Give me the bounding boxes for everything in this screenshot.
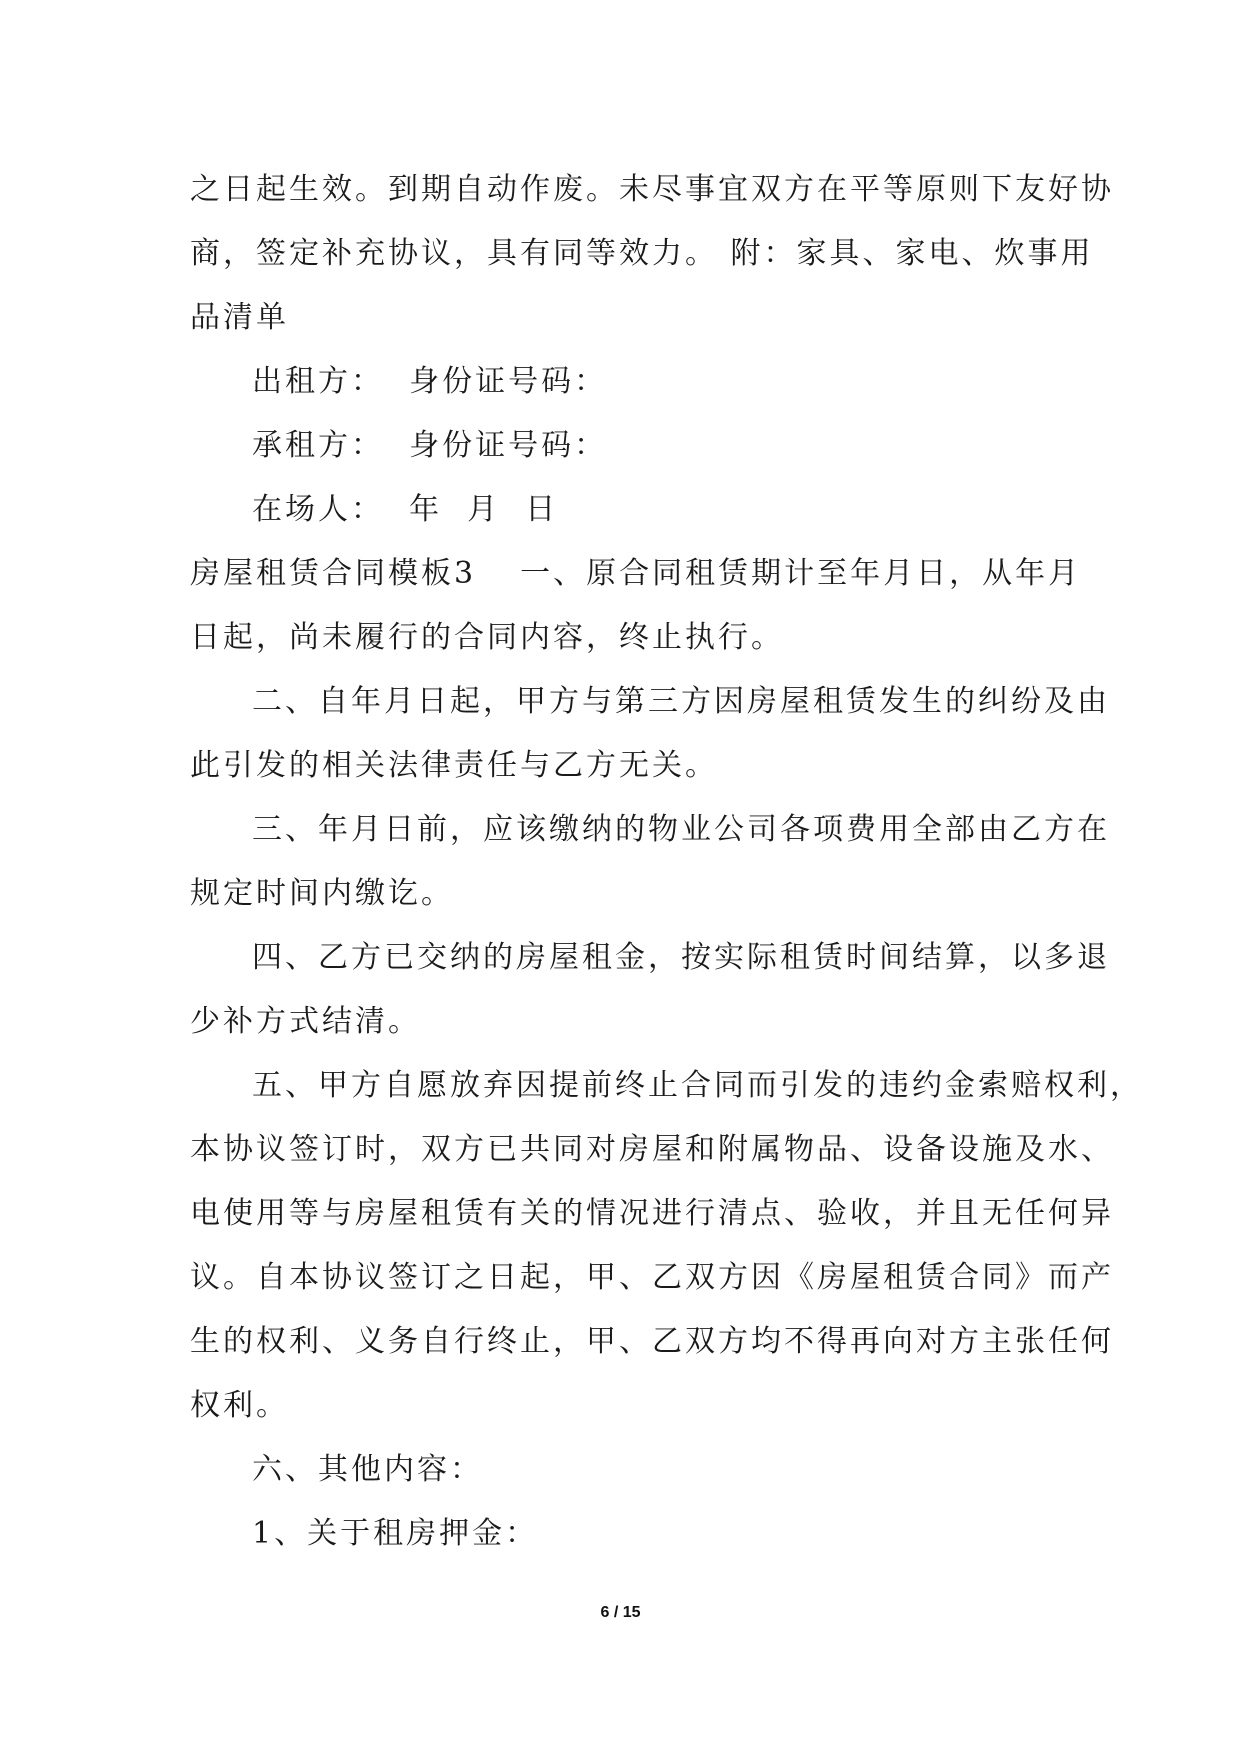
text-line: 规定时间内缴讫。 bbox=[190, 876, 454, 911]
signature-line-lessee: 承租方： 身份证号码： bbox=[252, 428, 608, 463]
text-line: 六、其他内容： bbox=[252, 1452, 483, 1487]
text-line: 日起，尚未履行的合同内容，终止执行。 bbox=[190, 620, 784, 655]
page-current: 6 bbox=[600, 1604, 610, 1621]
page-number bbox=[0, 1604, 1241, 1622]
document-body bbox=[190, 158, 1143, 1566]
signature-line-lessor: 出租方： 身份证号码： bbox=[252, 364, 608, 399]
text-line: 权利。 bbox=[190, 1388, 289, 1423]
text-line: 二、自年月日起，甲方与第三方因房屋租赁发生的纠纷及由 bbox=[252, 684, 1110, 719]
text-line: 品清单 bbox=[190, 300, 289, 335]
text-line: 商，签定补充协议，具有同等效力。 附：家具、家电、炊事用 bbox=[190, 236, 1094, 271]
page-total: 15 bbox=[622, 1604, 641, 1621]
text-line: 少补方式结清。 bbox=[190, 1004, 421, 1039]
text-line: 本协议签订时，双方已共同对房屋和附属物品、设备设施及水、 bbox=[190, 1132, 1114, 1167]
text-line: 1、关于租房押金： bbox=[252, 1516, 539, 1551]
text-line: 议。自本协议签订之日起，甲、乙双方因《房屋租赁合同》而产 bbox=[190, 1260, 1114, 1295]
text-line: 四、乙方已交纳的房屋租金，按实际租赁时间结算，以多退 bbox=[252, 940, 1110, 975]
text-line: 五、甲方自愿放弃因提前终止合同而引发的违约金索赔权利， bbox=[252, 1068, 1143, 1103]
text-line: 三、年月日前，应该缴纳的物业公司各项费用全部由乙方在 bbox=[252, 812, 1110, 847]
text-line: 之日起生效。到期自动作废。未尽事宜双方在平等原则下友好协 bbox=[190, 172, 1114, 207]
signature-line-witness: 在场人： 年 月 日 bbox=[252, 492, 559, 527]
section-heading-line bbox=[190, 542, 1082, 606]
text-line: 此引发的相关法律责任与乙方无关。 bbox=[190, 748, 718, 783]
template-title: 房屋租赁合同模板3 bbox=[190, 556, 477, 591]
text-line: 电使用等与房屋租赁有关的情况进行清点、验收，并且无任何异 bbox=[190, 1196, 1114, 1231]
page-separator: / bbox=[609, 1604, 623, 1621]
text-line: 生的权利、义务自行终止，甲、乙双方均不得再向对方主张任何 bbox=[190, 1324, 1114, 1359]
clause-1-start: 一、原合同租赁期计至年月日，从年月 bbox=[520, 556, 1082, 591]
